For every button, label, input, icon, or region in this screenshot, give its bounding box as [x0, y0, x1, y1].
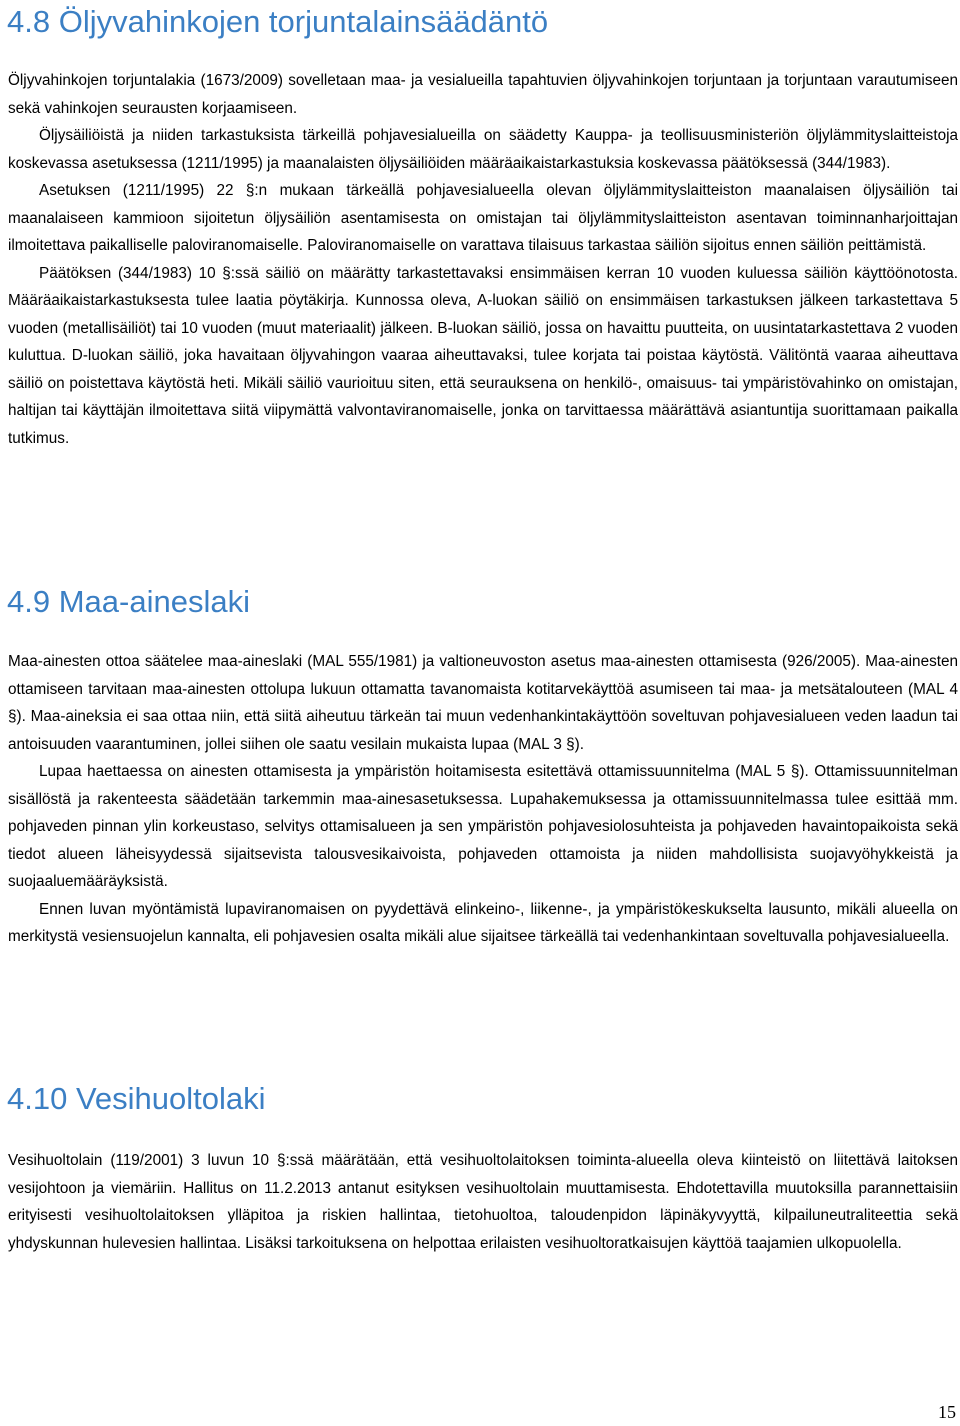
paragraph: Vesihuoltolain (119/2001) 3 luvun 10 §:ssä määrätään, että vesihuoltolaitoksen toiminta-alueella oleva kiinteistö on liitettävä laitoksen vesijohtoon ja viemäriin. Hallitus on 11.2.2013 antanut esityksen vesihuoltolain muuttamisesta. Ehdotettavilla muutoksilla parannettaisiin erityisesti vesihuoltolaitoksen ylläpitoa ja riskien hallintaa, tietohuoltoa, taloudenpidon läpinäkyvyyttä, kilpailuneutraliteettia sekä yhdyskunnan hulevesien hallintaa. Lisäksi tarkoituksena on helpottaa erilaisten vesihuoltoratkaisujen käyttöä taajamien ulkopuolella.	[8, 1152, 958, 1252]
page-number: 15	[938, 1402, 956, 1422]
paragraph: Öljyvahinkojen torjuntalakia (1673/2009) sovelletaan maa- ja vesialueilla tapahtuvien öljyvahinkojen torjuntaan ja torjuntaan varautumiseen sekä vahinkojen seurausten korjaamiseen.	[8, 72, 958, 117]
paragraph: Asetuksen (1211/1995) 22 §:n mukaan tärkeällä pohjavesialueella olevan öljylämmityslaitteiston maanalaisen öljysäiliön tai maanalaiseen kammioon sijoitetun öljysäiliön asentamisesta on omistajan tai öljylämmityslaitteiston asentavan toiminnanharjoittajan ilmoitettava paikalliselle paloviranomaiselle. Paloviranomaiselle on varattava tilaisuus tarkastaa säiliön sijoitus ennen säiliön peittämistä.	[8, 182, 958, 254]
section-title: 4.9 Maa-aineslaki	[7, 584, 250, 619]
section-title: 4.10 Vesihuoltolaki	[7, 1081, 266, 1116]
paragraph: Päätöksen (344/1983) 10 §:ssä säiliö on määrätty tarkastettavaksi ensimmäisen kerran 10 vuoden kuluessa säiliön käyttöönotosta. Määräaikaistarkastuksesta tulee laatia pöytäkirja. Kunnossa oleva, A-luokan säiliö on ensimmäisen tarkastuksen jälkeen tarkastettava 5 vuoden (metallisäiliöt) tai 10 vuoden (muut materiaalit) jälkeen. B-luokan säiliö, jossa on havaittu puutteita, on uusintatarkastettava 2 vuoden kuluttua. D-luokan säiliö, joka havaitaan öljyvahingon vaaraa aiheuttavaksi, tulee korjata tai poistaa käytöstä. Välitöntä vaaraa aiheuttava säiliö on poistettava käytöstä heti. Mikäli säiliö vaurioituu siten, että seurauksena on henkilö-, omaisuus- tai ympäristövahinko on omistajan, haltijan tai käyttäjän ilmoitettava siitä viipymättä valvontaviranomaiselle, jonka on tarvittaessa määrättävä asiantuntija suorittamaan paikalla tutkimus.	[8, 264, 958, 447]
paragraph: Öljysäiliöistä ja niiden tarkastuksista tärkeillä pohjavesialueilla on säädetty Kauppa- ja teollisuusministeriön öljylämmityslaitteistoja koskevassa asetuksessa (1211/1995) ja maanalaisten öljysäiliöiden määräaikaistarkastuksia koskevassa päätöksessä (344/1983).	[8, 127, 958, 172]
section-body	[8, 67, 958, 452]
paragraph: Lupaa haettaessa on ainesten ottamisesta ja ympäristön hoitamisesta esitettävä ottamissuunnitelma (MAL 5 §). Ottamissuunnitelman sisällöstä ja rakenteesta säädetään tarkemmin maa-ainesasetuksessa. Lupahakemuksessa ja ottamissuunnitelmassa tulee esittää mm. pohjaveden pinnan ylin korkeustaso, selvitys ottamisalueen ja sen ympäristön pohjavesiolosuhteista ja pohjaveden havaintopaikoista sekä tiedot alueen läheisyydessä sijaitsevista talousvesikaivoista, pohjaveden ottamoista ja niiden mahdollisista suojavyöhykkeistä ja suojaaluemääräyksistä.	[8, 763, 958, 890]
paragraph: Ennen luvan myöntämistä lupaviranomaisen on pyydettävä elinkeino-, liikenne-, ja ympäristökeskukselta lausunto, mikäli alueella on merkitystä vesiensuojelun kannalta, eli pohjavesien osalta mikäli alue sijaitsee tärkeällä tai vedenhankintaan soveltuvalla pohjavesialueella.	[8, 900, 958, 945]
paragraph: Maa-ainesten ottoa säätelee maa-aineslaki (MAL 555/1981) ja valtioneuvoston asetus maa-ainesten ottamisesta (926/2005). Maa-ainesten ottamiseen tarvitaan maa-ainesten ottolupa lukuun ottamatta tavanomaista kotitarvekäyttöä asumiseen tai maa- ja metsätalouteen (MAL 4 §). Maa-aineksia ei saa ottaa niin, että siitä aiheutuu tärkeän tai muun vedenhankintakäyttöön soveltuvan pohjavesialueen veden laadun tai antoisuuden vaarantuminen, jollei siihen ole saatu vesilain mukaista lupaa (MAL 3 §).	[8, 653, 958, 753]
section-body	[8, 1147, 958, 1257]
section-body	[8, 648, 958, 951]
section-title: 4.8 Öljyvahinkojen torjuntalainsäädäntö	[7, 4, 549, 39]
